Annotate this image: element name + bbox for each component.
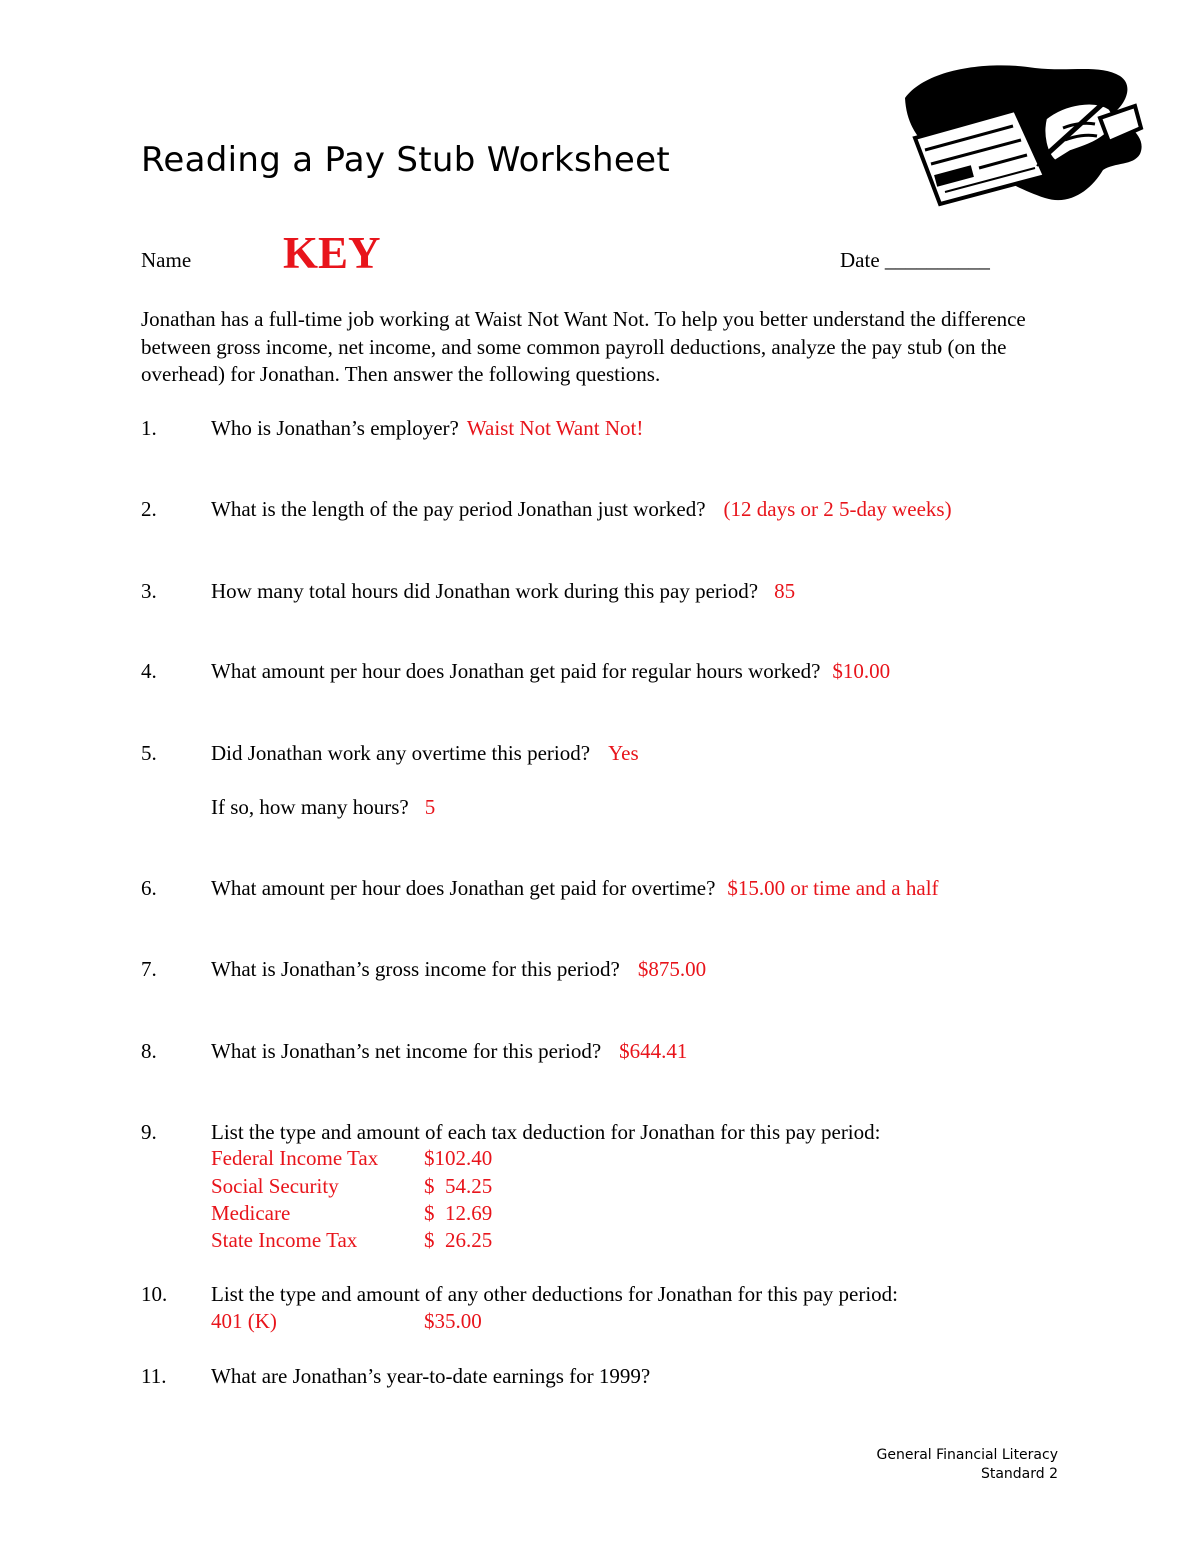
question-text: If so, how many hours?: [211, 795, 409, 819]
question-text: Did Jonathan work any overtime this period?: [211, 741, 591, 765]
question-9: List the type and amount of each tax deduction for Jonathan for this pay period:: [211, 1120, 881, 1144]
question-number: 1.: [141, 416, 157, 440]
deduction-amount: $35.00: [424, 1309, 482, 1333]
question-number: 5.: [141, 741, 157, 765]
hand-signing-check-icon: [895, 58, 1147, 208]
deduction-amount: $ 54.25: [424, 1174, 493, 1198]
question-5-followup: [211, 795, 435, 820]
question-text: What is Jonathan’s gross income for this period?: [211, 957, 620, 981]
page-title: Reading a Pay Stub Worksheet: [141, 140, 670, 180]
deduction-type: Federal Income Tax: [211, 1146, 379, 1170]
question-text: How many total hours did Jonathan work during this pay period?: [211, 579, 759, 603]
deduction-type: Social Security: [211, 1174, 339, 1198]
answer-text: Yes: [608, 741, 639, 765]
date-label: Date __________: [840, 248, 990, 272]
answer-text: $644.41: [619, 1039, 688, 1063]
question-number: 6.: [141, 876, 157, 900]
deduction-amount: $102.40: [424, 1146, 493, 1170]
question-text: What is Jonathan’s net income for this period?: [211, 1039, 602, 1063]
deduction-amount: $ 12.69: [424, 1201, 493, 1225]
question-1: [211, 416, 643, 441]
intro-paragraph: Jonathan has a full-time job working at Waist Not Want Not. To help you better understand the difference between gross income, net income, and some common payroll deductions, analyze the pay stub (on the overhead) for Jonathan. Then answer the following questions.: [141, 307, 1026, 386]
question-number: 11.: [141, 1364, 167, 1388]
question-text: Who is Jonathan’s employer?: [211, 416, 459, 440]
answer-text: $10.00: [832, 659, 891, 683]
question-5: [211, 741, 639, 766]
question-number: 2.: [141, 497, 157, 521]
question-4: [211, 659, 890, 684]
question-text: What is the length of the pay period Jonathan just worked?: [211, 497, 706, 521]
footer-line-1: General Financial Literacy: [876, 1447, 1058, 1463]
question-8: [211, 1039, 687, 1064]
question-7: [211, 957, 706, 982]
answer-text: $15.00 or time and a half: [727, 876, 939, 900]
name-label: Name: [141, 248, 192, 272]
question-number: 10.: [141, 1282, 168, 1306]
footer: [877, 1446, 1059, 1484]
question-number: 7.: [141, 957, 157, 981]
question-6: [211, 876, 939, 901]
deduction-amount: $ 26.25: [424, 1228, 493, 1252]
answer-text: 85: [774, 579, 796, 603]
question-number: 3.: [141, 579, 157, 603]
question-11: What are Jonathan’s year-to-date earnings for 1999?: [211, 1364, 651, 1388]
footer-line-2: Standard 2: [980, 1466, 1058, 1482]
answer-text: 5: [424, 795, 436, 819]
deduction-type: State Income Tax: [211, 1228, 358, 1252]
key-stamp: KEY: [283, 228, 381, 278]
question-text: What amount per hour does Jonathan get paid for overtime?: [211, 876, 716, 900]
question-number: 9.: [141, 1120, 157, 1144]
question-10: List the type and amount of any other deductions for Jonathan for this pay period:: [211, 1282, 899, 1306]
answer-text: Waist Not Want Not!: [466, 416, 644, 440]
question-text: What amount per hour does Jonathan get paid for regular hours worked?: [211, 659, 821, 683]
deduction-type: 401 (K): [211, 1309, 277, 1333]
question-2: [211, 497, 952, 522]
question-3: [211, 579, 795, 604]
question-number: 4.: [141, 659, 157, 683]
answer-text: (12 days or 2 5-day weeks): [723, 497, 952, 521]
question-number: 8.: [141, 1039, 157, 1063]
deduction-type: Medicare: [211, 1201, 291, 1225]
answer-text: $875.00: [637, 957, 707, 981]
